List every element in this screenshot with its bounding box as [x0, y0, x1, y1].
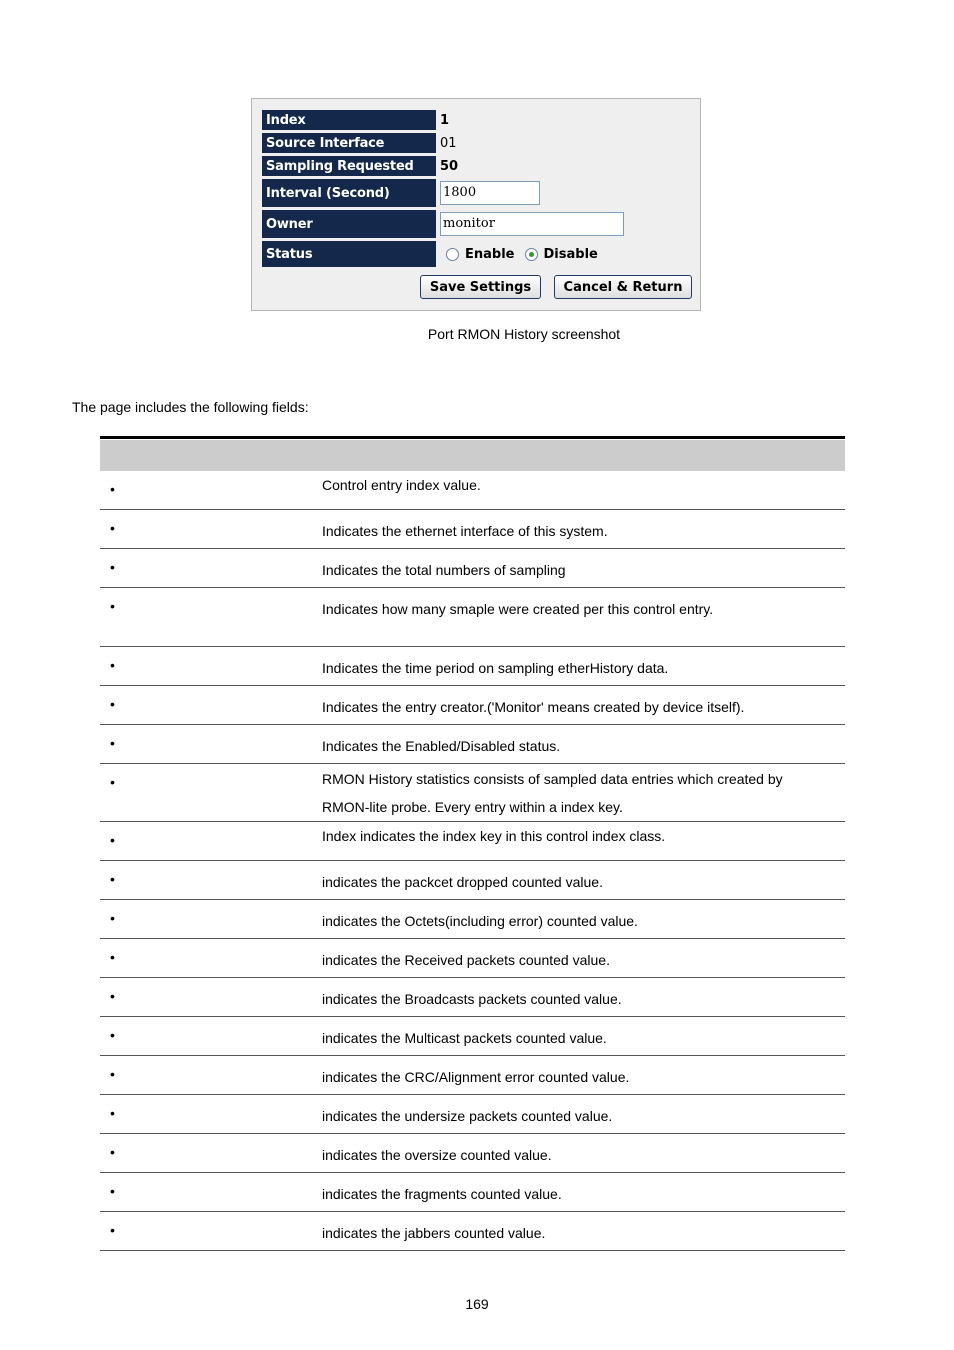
table-row: [100, 1173, 845, 1212]
source-interface-value: 01: [440, 135, 457, 151]
field-description: indicates the undersize packets counted value.: [322, 1108, 613, 1124]
field-description: Control entry index value.: [322, 477, 481, 493]
status-options: [446, 241, 692, 267]
rmon-history-panel: [251, 98, 701, 311]
bullet: •: [110, 910, 115, 926]
index-label: Index: [262, 110, 436, 130]
row-owner: [262, 210, 692, 238]
page-number: 169: [465, 1296, 489, 1312]
owner-cell: [440, 210, 692, 238]
bullet: •: [110, 774, 115, 790]
field-description: indicates the packcet dropped counted value.: [322, 874, 603, 890]
interval-label: Interval (Second): [262, 179, 436, 207]
bullet: •: [110, 1066, 115, 1082]
bullet: •: [110, 559, 115, 575]
enable-radio-label: Enable: [465, 246, 515, 262]
table-row: [100, 978, 845, 1017]
bullet: •: [110, 696, 115, 712]
table-row: [100, 471, 845, 510]
bullet: •: [110, 949, 115, 965]
table-row: [100, 1056, 845, 1095]
sampling-requested-value: 50: [440, 158, 459, 174]
field-description: indicates the jabbers counted value.: [322, 1225, 546, 1241]
bullet: •: [110, 988, 115, 1004]
disable-radio[interactable]: [525, 248, 538, 261]
figure-caption: Port RMON History screenshot: [427, 326, 621, 342]
bullet: •: [110, 832, 115, 848]
table-row: [100, 822, 845, 861]
table-row: [100, 549, 845, 588]
bullet: •: [110, 1144, 115, 1160]
bullet: •: [110, 1222, 115, 1238]
table-row: [100, 1017, 845, 1056]
bullet: •: [110, 657, 115, 673]
row-index: [262, 110, 692, 130]
bullet: •: [110, 871, 115, 887]
bullet: •: [110, 481, 115, 497]
table-row: [100, 1134, 845, 1173]
bullet: •: [110, 1027, 115, 1043]
disable-radio-label: Disable: [543, 246, 598, 262]
intro-text: The page includes the following fields:: [72, 399, 309, 415]
field-description: RMON History statistics consists of sampled data entries which created by RMON-lite probe. Every entry within a index key.: [322, 771, 783, 815]
fields-table: [100, 436, 845, 1251]
bullet: •: [110, 520, 115, 536]
row-source-interface: [262, 133, 692, 153]
index-value: 1: [440, 112, 450, 128]
field-description: Indicates the ethernet interface of this system.: [322, 523, 608, 539]
table-row: [100, 1095, 845, 1134]
row-sampling-requested: [262, 156, 692, 176]
field-description: Indicates the entry creator.('Monitor' means created by device itself).: [322, 699, 745, 715]
table-row: [100, 647, 845, 686]
bullet: •: [110, 735, 115, 751]
table-header: [100, 439, 845, 471]
bullet: •: [110, 1105, 115, 1121]
save-settings-button[interactable]: Save Settings: [420, 275, 541, 299]
table-row: [100, 861, 845, 900]
field-description: Index indicates the index key in this control index class.: [322, 828, 666, 844]
table-row: [100, 588, 845, 647]
field-description: indicates the CRC/Alignment error counted value.: [322, 1069, 630, 1085]
radio-selected-dot: [529, 252, 534, 257]
row-interval: [262, 179, 692, 207]
interval-input[interactable]: 1800: [440, 181, 540, 205]
table-row: [100, 1212, 845, 1251]
field-description: indicates the fragments counted value.: [322, 1186, 562, 1202]
source-interface-label: Source Interface: [262, 133, 436, 153]
field-description: Indicates how many smaple were created per this control entry.: [322, 601, 714, 617]
field-description: Indicates the time period on sampling etherHistory data.: [322, 660, 669, 676]
field-description: indicates the Received packets counted value.: [322, 952, 610, 968]
row-status: [262, 241, 692, 267]
cancel-return-button[interactable]: Cancel & Return: [554, 275, 692, 299]
table-row: [100, 510, 845, 549]
field-description: Indicates the Enabled/Disabled status.: [322, 738, 561, 754]
owner-input[interactable]: monitor: [440, 212, 624, 236]
sampling-requested-label: Sampling Requested: [262, 156, 436, 176]
field-description: Indicates the total numbers of sampling: [322, 562, 566, 578]
owner-label: Owner: [262, 210, 436, 238]
enable-radio[interactable]: [446, 248, 459, 261]
field-description: indicates the oversize counted value.: [322, 1147, 552, 1163]
table-row: [100, 686, 845, 725]
interval-cell: [440, 179, 692, 207]
bullet: •: [110, 1183, 115, 1199]
table-row: [100, 939, 845, 978]
field-description: indicates the Multicast packets counted value.: [322, 1030, 607, 1046]
field-description: indicates the Octets(including error) counted value.: [322, 913, 638, 929]
field-description: indicates the Broadcasts packets counted value.: [322, 991, 622, 1007]
status-label: Status: [262, 241, 436, 267]
table-row: [100, 900, 845, 939]
table-row: [100, 764, 845, 822]
table-row: [100, 725, 845, 764]
bullet: •: [110, 598, 115, 614]
